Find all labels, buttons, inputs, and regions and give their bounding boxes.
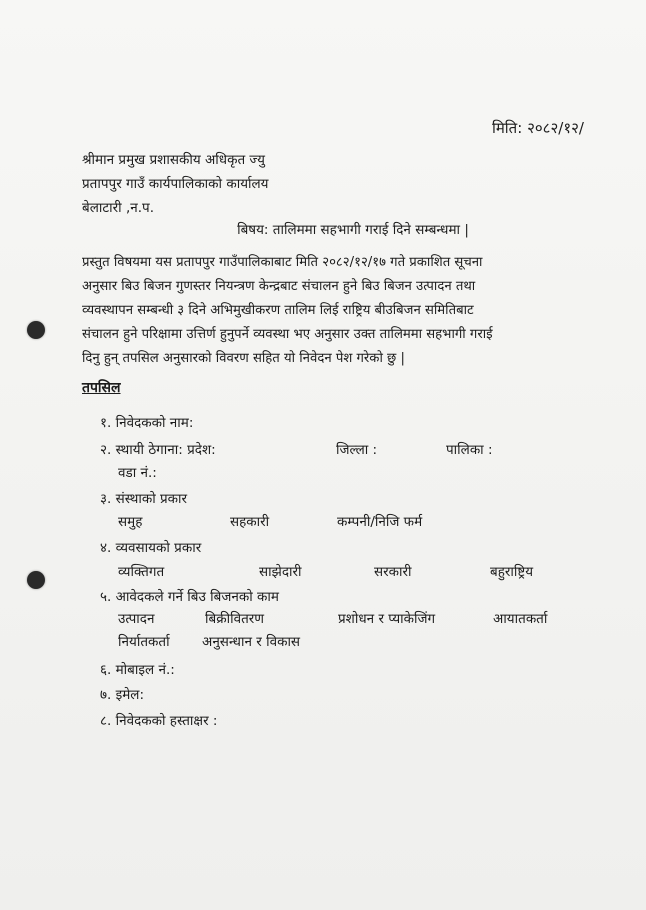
punch-hole bbox=[27, 321, 45, 339]
body-paragraph bbox=[82, 251, 580, 371]
seed-option-importer: आयातकर्ता bbox=[493, 611, 548, 627]
business-type-label: ४. व्यवसायको प्रकार bbox=[100, 540, 202, 556]
address-line-3: बेलाटारी ,न.प. bbox=[82, 200, 155, 216]
subject-line bbox=[0, 220, 646, 238]
org-option-group: समुह bbox=[118, 514, 143, 530]
body-line: व्यवस्थापन सम्बन्धी ३ दिने अभिमुखीकरण तालिम लिई राष्ट्रिय बीउबिजन समितिबाट bbox=[82, 303, 474, 318]
permanent-address-label: २. स्थायी ठेगाना: प्रदेश: bbox=[100, 442, 216, 458]
business-option-government: सरकारी bbox=[374, 564, 412, 580]
date-value: २०८२/१२/ bbox=[527, 119, 584, 137]
seed-work-label: ५. आवेदकले गर्ने बिउ बिजनको काम bbox=[100, 589, 279, 605]
org-type-label: ३. संस्थाको प्रकार bbox=[100, 491, 188, 507]
org-option-cooperative: सहकारी bbox=[230, 514, 270, 530]
details-heading: तपसिल bbox=[82, 380, 121, 396]
municipality-label: पालिका : bbox=[446, 442, 493, 458]
body-line: दिनु हुन् तपसिल अनुसारको विवरण सहित यो निवेदन पेश गरेको छु | bbox=[82, 351, 405, 366]
address-line-1: श्रीमान प्रमुख प्रशासकीय अधिकृत ज्यु bbox=[82, 152, 265, 168]
seed-option-exporter: निर्यातकर्ता bbox=[118, 634, 170, 650]
business-option-individual: व्यक्तिगत bbox=[118, 564, 165, 580]
date-line bbox=[492, 118, 584, 138]
body-line: संचालन हुने परिक्षामा उत्तिर्ण हुनुपर्ने व्यवस्था भए अनुसार उक्त तालिममा सहभागी गराई bbox=[82, 327, 493, 342]
org-option-company: कम्पनी/निजि फर्म bbox=[337, 514, 423, 530]
signature-label: ८. निवेदकको हस्ताक्षर : bbox=[100, 713, 218, 729]
body-line: अनुसार बिउ बिजन गुणस्तर नियन्त्रण केन्द्रबाट संचालन हुने बिउ बिजन उत्पादन तथा bbox=[82, 279, 476, 294]
seed-option-processing: प्रशोधन र प्याकेजिंग bbox=[338, 611, 436, 627]
district-label: जिल्ला : bbox=[336, 442, 378, 458]
punch-hole bbox=[27, 571, 45, 589]
business-option-partnership: साझेदारी bbox=[259, 564, 302, 580]
seed-option-research: अनुसन्धान र विकास bbox=[202, 634, 301, 650]
email-label: ७. इमेल: bbox=[100, 687, 145, 703]
body-line: प्रस्तुत विषयमा यस प्रतापपुर गाउँपालिकाबाट मिति २०८२/१२/१७ गते प्रकाशित सूचना bbox=[82, 255, 483, 270]
mobile-label: ६. मोबाइल नं.: bbox=[100, 662, 175, 678]
business-option-multinational: बहुराष्ट्रिय bbox=[490, 564, 534, 580]
seed-option-production: उत्पादन bbox=[118, 611, 155, 627]
address-line-2: प्रतापपुर गाउँ कार्यपालिकाको कार्यालय bbox=[82, 176, 269, 192]
date-label: मिति: bbox=[491, 119, 523, 137]
ward-label: वडा नं.: bbox=[118, 465, 157, 481]
seed-option-distribution: बिक्रीवितरण bbox=[205, 611, 265, 627]
applicant-name-label: १. निवेदकको नाम: bbox=[100, 415, 194, 431]
subject-text: बिषय: तालिममा सहभागी गराई दिने सम्बन्धमा | bbox=[237, 222, 469, 238]
